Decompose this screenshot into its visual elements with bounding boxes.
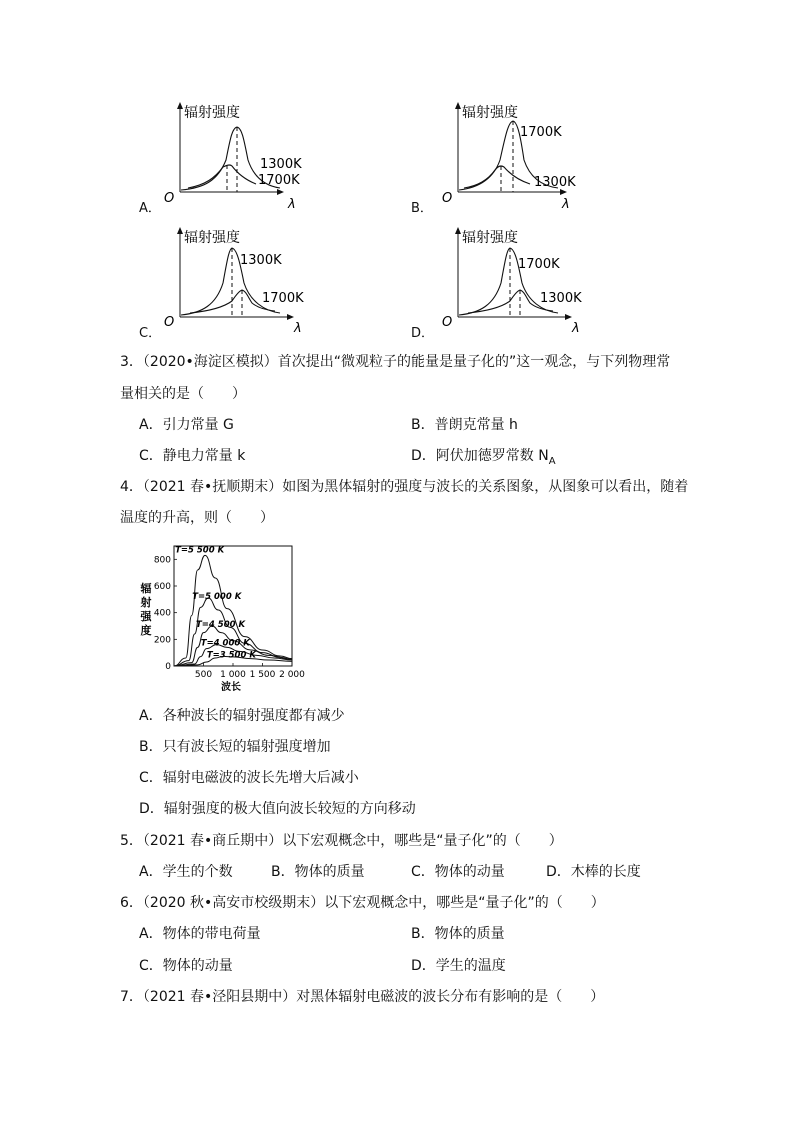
curve-label-1700k: 1700K [520, 125, 562, 140]
blackbody-radiation-chart [138, 538, 308, 694]
curve-label-1300k: 1300K [534, 175, 576, 190]
question-stem-line: 4．（2021 春•抚顺期末）如图为黑体辐射的强度与波长的关系图象，从图象可以看出，随着 [120, 479, 689, 495]
y-axis-label: 辐射强度 [184, 230, 240, 246]
series-label: T=3 500 K [206, 650, 256, 661]
option-b[interactable]: B．物体的质量 [411, 926, 505, 942]
option-c[interactable]: C．辐射电磁波的波长先增大后减小 [139, 770, 359, 786]
series-label: T=4 500 K [195, 620, 246, 630]
origin-label: O [164, 315, 175, 330]
option-c[interactable]: C．物体的动量 [411, 864, 505, 880]
y-axis-label-char: 辐 [140, 582, 152, 595]
option-d[interactable]: D．木棒的长度 [546, 864, 641, 880]
graph-c [160, 225, 320, 343]
graph-b [438, 100, 588, 218]
x-axis-arrow [277, 189, 284, 195]
option-d-subscript: A [548, 455, 556, 467]
y-axis-label-char: 强 [140, 610, 152, 623]
origin-label: O [442, 315, 453, 330]
x-axis-label: λ [288, 197, 296, 212]
x-tick-label: 1 500 [249, 670, 276, 680]
option-d[interactable]: D．学生的温度 [411, 958, 506, 974]
question-stem-line: 6．（2020 秋•高安市校级期末）以下宏观概念中，哪些是“量子化”的（ ） [120, 895, 605, 911]
curve-low [188, 165, 256, 188]
y-tick-label: 400 [153, 608, 171, 619]
y-axis-label-char: 射 [140, 596, 152, 609]
y-tick-label: 200 [153, 635, 171, 646]
y-axis-label: 辐射强度 [184, 105, 240, 121]
graph-d [438, 225, 598, 343]
curve-label-1700k: 1700K [262, 291, 304, 306]
x-axis-label: 波长 [221, 682, 241, 693]
curve-label-1300k: 1300K [240, 253, 282, 268]
option-d-text: D．阿伏加德罗常数 N [411, 448, 549, 464]
x-axis-label: λ [562, 197, 570, 212]
option-a[interactable]: A．学生的个数 [139, 864, 233, 880]
graph-option-a-label: A． [139, 201, 161, 216]
question-stem-line: 温度的升高，则（ ） [120, 510, 274, 526]
x-tick-label: 1 000 [220, 670, 246, 680]
curve-low [464, 166, 530, 188]
option-a[interactable]: A．各种波长的辐射强度都有减少 [139, 708, 345, 724]
y-axis-arrow [177, 102, 183, 109]
curve-label-1300k: 1300K [540, 291, 582, 306]
question-stem-line: 量相关的是（ ） [120, 386, 246, 402]
y-tick-label: 600 [153, 582, 171, 592]
series-label: T=4 000 K [200, 638, 250, 649]
y-axis-label: 辐射强度 [462, 230, 518, 246]
question-stem-line: 3．（2020•海淀区模拟）首次提出“微观粒子的能量是量子化的”这一观念，与下列物理常 [120, 354, 671, 370]
y-tick-label: 0 [165, 662, 171, 672]
option-d[interactable] [411, 446, 556, 472]
graph-a [160, 100, 310, 218]
question-stem-line: 5．（2021 春•商丘期中）以下宏观概念中，哪些是“量子化”的（ ） [120, 833, 563, 849]
option-a[interactable]: A．引力常量 G [139, 417, 234, 433]
curve-label-1700k: 1700K [518, 257, 560, 272]
series-label: T=5 500 K [175, 545, 225, 556]
x-tick-label: 2 000 [279, 670, 305, 680]
option-b[interactable]: B．普朗克常量 h [411, 417, 518, 433]
option-c[interactable]: C．物体的动量 [139, 958, 233, 974]
curve-label-1300k: 1300K [260, 157, 302, 172]
graph-option-d-label: D． [411, 326, 435, 341]
option-b[interactable]: B．只有波长短的辐射强度增加 [139, 739, 331, 755]
option-d[interactable]: D．辐射强度的极大值向波长较短的方向移动 [139, 801, 416, 817]
graph-option-c-label: C． [139, 326, 162, 341]
question-stem-line: 7．（2021 春•泾阳县期中）对黑体辐射电磁波的波长分布有影响的是（ ） [120, 989, 605, 1005]
x-tick-label: 500 [194, 670, 213, 680]
series-label: T=5 000 K [192, 592, 242, 602]
origin-label: O [442, 191, 453, 206]
origin-label: O [164, 191, 175, 206]
y-axis-label: 辐射强度 [462, 105, 518, 121]
option-b[interactable]: B．物体的质量 [271, 864, 365, 880]
y-tick-label: 800 [153, 555, 171, 566]
option-a[interactable]: A．物体的带电荷量 [139, 926, 261, 942]
x-axis-label: λ [572, 321, 580, 336]
option-c[interactable]: C．静电力常量 k [139, 448, 246, 464]
curve-label-1700k: 1700K [258, 173, 300, 188]
graph-option-b-label: B． [411, 201, 433, 216]
x-axis-label: λ [294, 321, 302, 336]
y-axis-label-char: 度 [140, 624, 152, 637]
